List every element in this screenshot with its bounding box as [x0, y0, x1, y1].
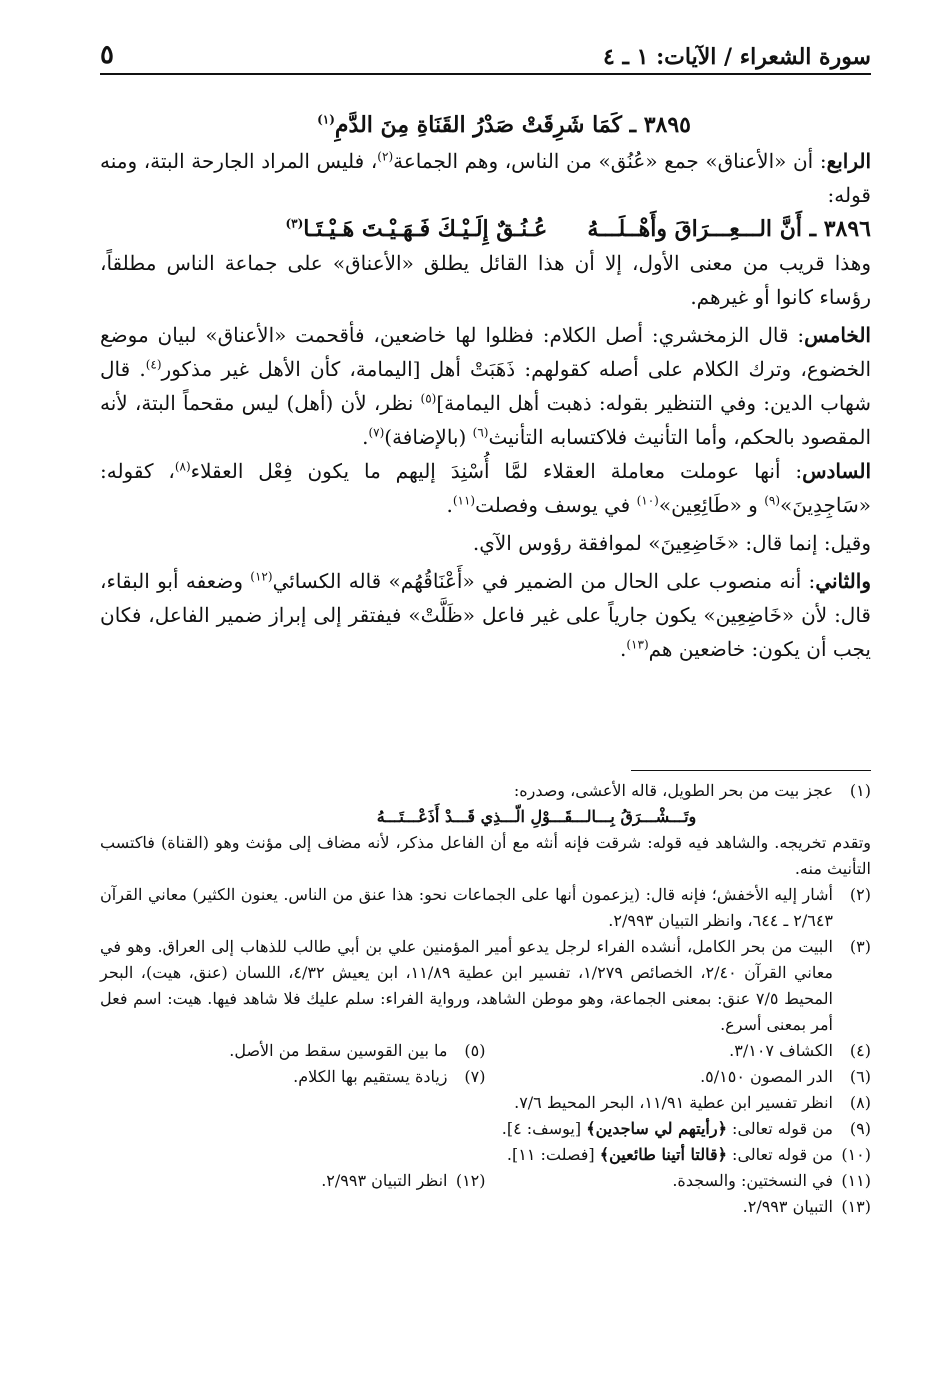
footnote-3: (٣) البيت من بحر الكامل، أنشده الفراء لرجل يدعو أمير المؤمنين علي بن أبي طالب للذهاب إلى العراق. وهو في معاني القرآن ٢/٤٠، الخصائص ١/٢٧٩، تفسير ابن عطية ١١/٨٩، ابن يعيش ٤/٣٢، اللسان (عنق، هيت)، البحر المحيط ٧/٥ عنق: بمعنى الجماعة، وهو موطن الشاهد، ورواية الفراء: سلم عليك فلا شاهد فيها. هيت: اسم فعل أمر بمعنى أسرع. [100, 937, 871, 1034]
running-header [100, 36, 871, 70]
paragraph-lead: الرابع [826, 149, 872, 173]
paragraph-lead: الخامس [804, 323, 871, 347]
footnotes [100, 778, 871, 1220]
footnote-11: (١١) في النسختين: والسجدة. [672, 1171, 871, 1190]
footnote-4: (٤) الكشاف ٣/١٠٧. [729, 1041, 871, 1060]
footnote-ref: (٢) [377, 149, 394, 164]
footnote-1-continued: وتقدم تخريجه. والشاهد فيه قوله: شرقت فإنه أنثه مع أن الفاعل مذكر، لأنه مضاف إلى مؤنث وهو (القناة) فاكتسب التأنيث منه. [100, 833, 871, 878]
footnote-8: (٨) انظر تفسير ابن عطية ١١/٩١، البحر المحيط ٧/٦. [514, 1093, 871, 1112]
paragraph-qarib: وهذا قريب من معنى الأول، إلا أن هذا القائل يطلق «الأعناق» على جماعة الناس مطلقاً، رؤساء كانوا أو غيرهم. [100, 251, 871, 309]
paragraph-sadis: السادس: أنها عوملت معاملة العقلاء لمَّا أُسْنِدَ إليهم ما يكون فِعْل العقلاء$^{(٨)}$، كقوله: «سَاجِدِينَ»$^{(٩)}$ و «طَائِعِين»$^{(١٠)}$ في يوسف وفصلت$^{(١١)}$. [100, 459, 872, 517]
paragraph-thani: والثاني: أنه منصوب على الحال من الضمير في «أَعْنَاقُهُم» قاله الكسائي$^{(١٢)}$ وضعفه أبو البقاء، قال: لأن «خَاضِعِين» يكون جارياً على غير فاعل «ظَلَّتْ» فيفتقر إلى إبراز ضمير الفاعل، فكان يجب أن يكون: خاضعين هم$^{(١٣)}$. [100, 569, 871, 661]
footnote-1: (١) عجز بيت من بحر الطويل، قاله الأعشى، وصدره: وتَـــشْـــرَقُ بِـــالـــقَـــوْلِ الّـــذِي قَـــدْ أَذَعْـــتَـــهُ [100, 778, 871, 830]
footnote-7: (٧) زيادة يستقيم بها الكلام. [293, 1067, 486, 1086]
footnote-separator [631, 770, 871, 771]
footnote-ref: (٣) [285, 216, 304, 231]
footnote-verse: وتَـــشْـــرَقُ بِـــالـــقَـــوْلِ الّـــذِي قَـــدْ أَذَعْـــتَـــهُ [376, 807, 697, 826]
paragraph-qila: وقيل: إنما قال: «خَاضِعِينَ» لموافقة رؤوس الآي. [472, 531, 871, 555]
footnote-10: (١٠) من قوله تعالى: ﴿قالتا أتينا طائعين﴾ [فصلت: ١١]. [506, 1145, 871, 1164]
paragraph-lead: والثاني [815, 569, 871, 593]
footnote-12: (١٢) انظر التبيان ٢/٩٩٣. [321, 1171, 486, 1190]
paragraph-rabi: الرابع: أن «الأعناق» جمع «عُنُق» من الناس، وهم الجماعة$^{(٢)}$، فليس المراد الجارحة البتة، ومنه قوله: [100, 149, 872, 207]
page-number: ٥ [100, 40, 114, 70]
footnote-5: (٥) ما بين القوسين سقط من الأصل. [229, 1041, 486, 1060]
paragraph-lead: السادس [802, 459, 872, 483]
footnote-2: (٢) أشار إليه الأخفش؛ فإنه قال: (يزعمون أنها على الجماعات نحو: هذا عنق من الناس. يعنون الكثير) معاني القرآن ٢/٦٤٣ ـ ٦٤٤، وانظر التبيان ٢/٩٩٣. [100, 885, 871, 930]
footnote-ref: (١) [317, 112, 335, 127]
footnote-6: (٦) الدر المصون ٥/١٥٠. [700, 1067, 871, 1086]
footnote-13: (١٣) التبيان ٢/٩٩٣. [742, 1197, 871, 1216]
footnote-9: (٩) من قوله تعالى: ﴿رأيتهم لي ساجدين﴾ [يوسف: ٤]. [501, 1119, 871, 1138]
main-text [100, 108, 871, 666]
verse-3896: ٣٨٩٦ ـ أَنَّ الـــعِـــرَاقَ وأَهْــلَـــهُ عُـنُـقٌ إِلَـيْـكَ فَـهَـيْـتَ هَـيْـتَـا$^{(٣)}$ [285, 216, 871, 242]
header-rule [100, 73, 871, 75]
paragraph-khamis: الخامس: قال الزمخشري: أصل الكلام: فظلوا لها خاضعين، فأقحمت «الأعناق» لبيان موضع الخضوع، وترك الكلام على أصله كقولهم: ذَهَبَتْ أهل [اليمامة، كأن الأهل غير مذكور$^{(٤)}$. قال شهاب الدين: وفي التنظير بقوله: ذهبت أهل اليمامة]$^{(٥)}$ نظر، لأن (أهل) ليس مقحماً البتة، لأنه المقصود بالحكم، وأما التأنيث فلاكتسابه التأنيث$^{(٦)}$ (بالإضافة)$^{(٧)}$. [100, 323, 872, 449]
running-title: سورة الشعراء / الآيات: ١ ـ ٤ [602, 44, 871, 70]
verse-3895: ٣٨٩٥ ـ كَمَا شَرِقَتْ صَدْرُ القَنَاةِ مِنَ الدَّمِ$^{(١)}$ [317, 112, 691, 138]
